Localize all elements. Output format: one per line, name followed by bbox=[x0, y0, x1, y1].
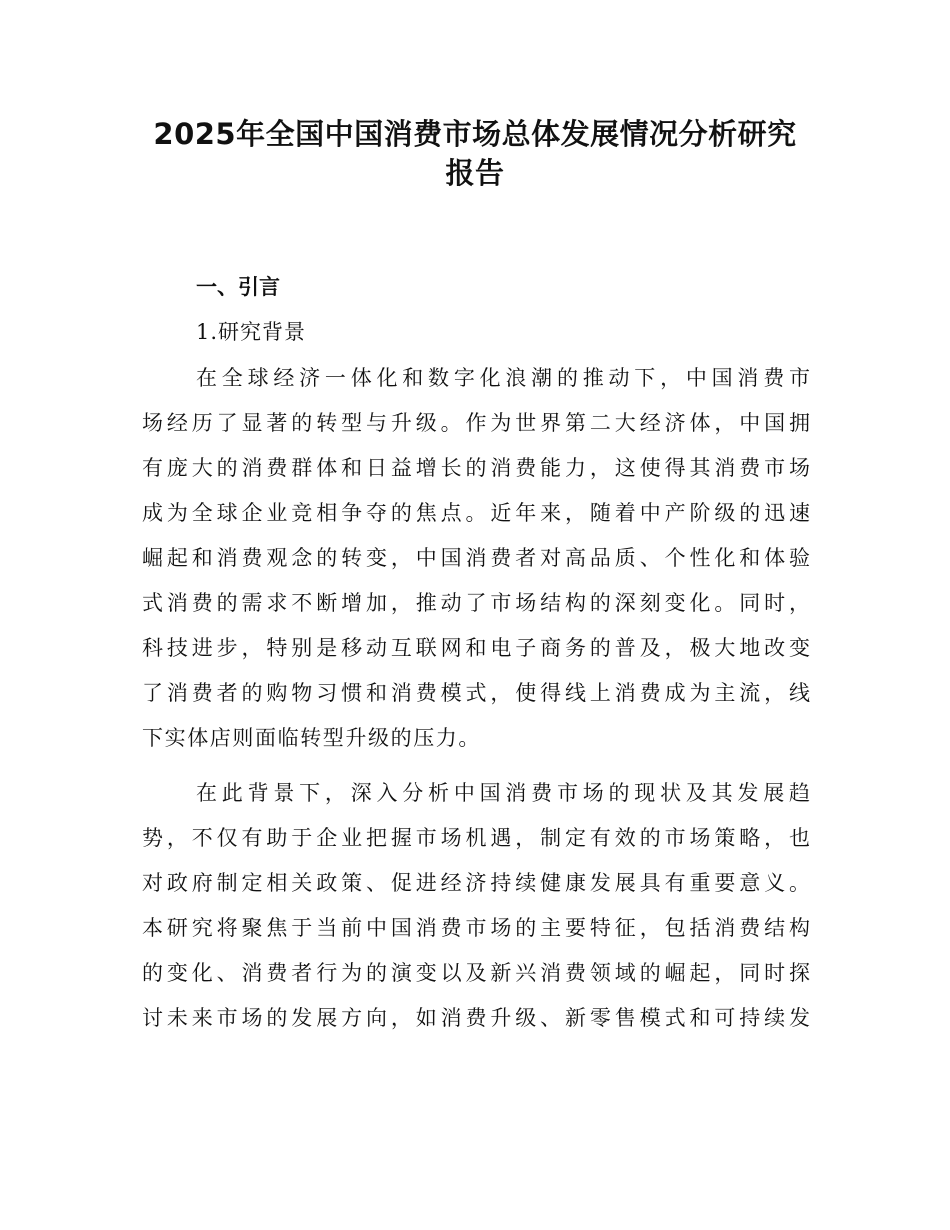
section-heading: 一、引言 bbox=[196, 275, 280, 299]
paragraph-1-line: 了消费者的购物习惯和消费模式，使得线上消费成为主流，线 bbox=[142, 681, 810, 705]
paragraph-1-line: 在全球经济一体化和数字化浪潮的推动下，中国消费市 bbox=[196, 366, 810, 390]
paragraph-1-line: 成为全球企业竞相争夺的焦点。近年来，随着中产阶级的迅速 bbox=[142, 501, 810, 525]
paragraph-2-line: 势，不仅有助于企业把握市场机遇，制定有效的市场策略，也 bbox=[142, 826, 810, 850]
paragraph-1-line: 崛起和消费观念的转变，中国消费者对高品质、个性化和体验 bbox=[142, 546, 810, 570]
paragraph-1-line: 科技进步，特别是移动互联网和电子商务的普及，极大地改变 bbox=[142, 636, 810, 660]
document-title-line-2: 报告 bbox=[445, 156, 505, 190]
paragraph-1-line: 式消费的需求不断增加，推动了市场结构的深刻变化。同时， bbox=[142, 591, 810, 615]
paragraph-1-line: 有庞大的消费群体和日益增长的消费能力，这使得其消费市场 bbox=[142, 456, 810, 480]
paragraph-2-line: 讨未来市场的发展方向，如消费升级、新零售模式和可持续发 bbox=[142, 1006, 810, 1030]
paragraph-1-line: 下实体店则面临转型升级的压力。 bbox=[142, 726, 481, 750]
paragraph-1-line: 场经历了显著的转型与升级。作为世界第二大经济体，中国拥 bbox=[142, 411, 810, 435]
subsection-heading: 1.研究背景 bbox=[196, 320, 307, 344]
paragraph-2-line: 在此背景下，深入分析中国消费市场的现状及其发展趋 bbox=[196, 781, 810, 805]
paragraph-2-line: 本研究将聚焦于当前中国消费市场的主要特征，包括消费结构 bbox=[142, 916, 810, 940]
document-title-line-1: 2025年全国中国消费市场总体发展情况分析研究 bbox=[153, 117, 797, 151]
paragraph-2-line: 对政府制定相关政策、促进经济持续健康发展具有重要意义。 bbox=[142, 871, 810, 895]
paragraph-2-line: 的变化、消费者行为的演变以及新兴消费领域的崛起，同时探 bbox=[142, 961, 810, 985]
